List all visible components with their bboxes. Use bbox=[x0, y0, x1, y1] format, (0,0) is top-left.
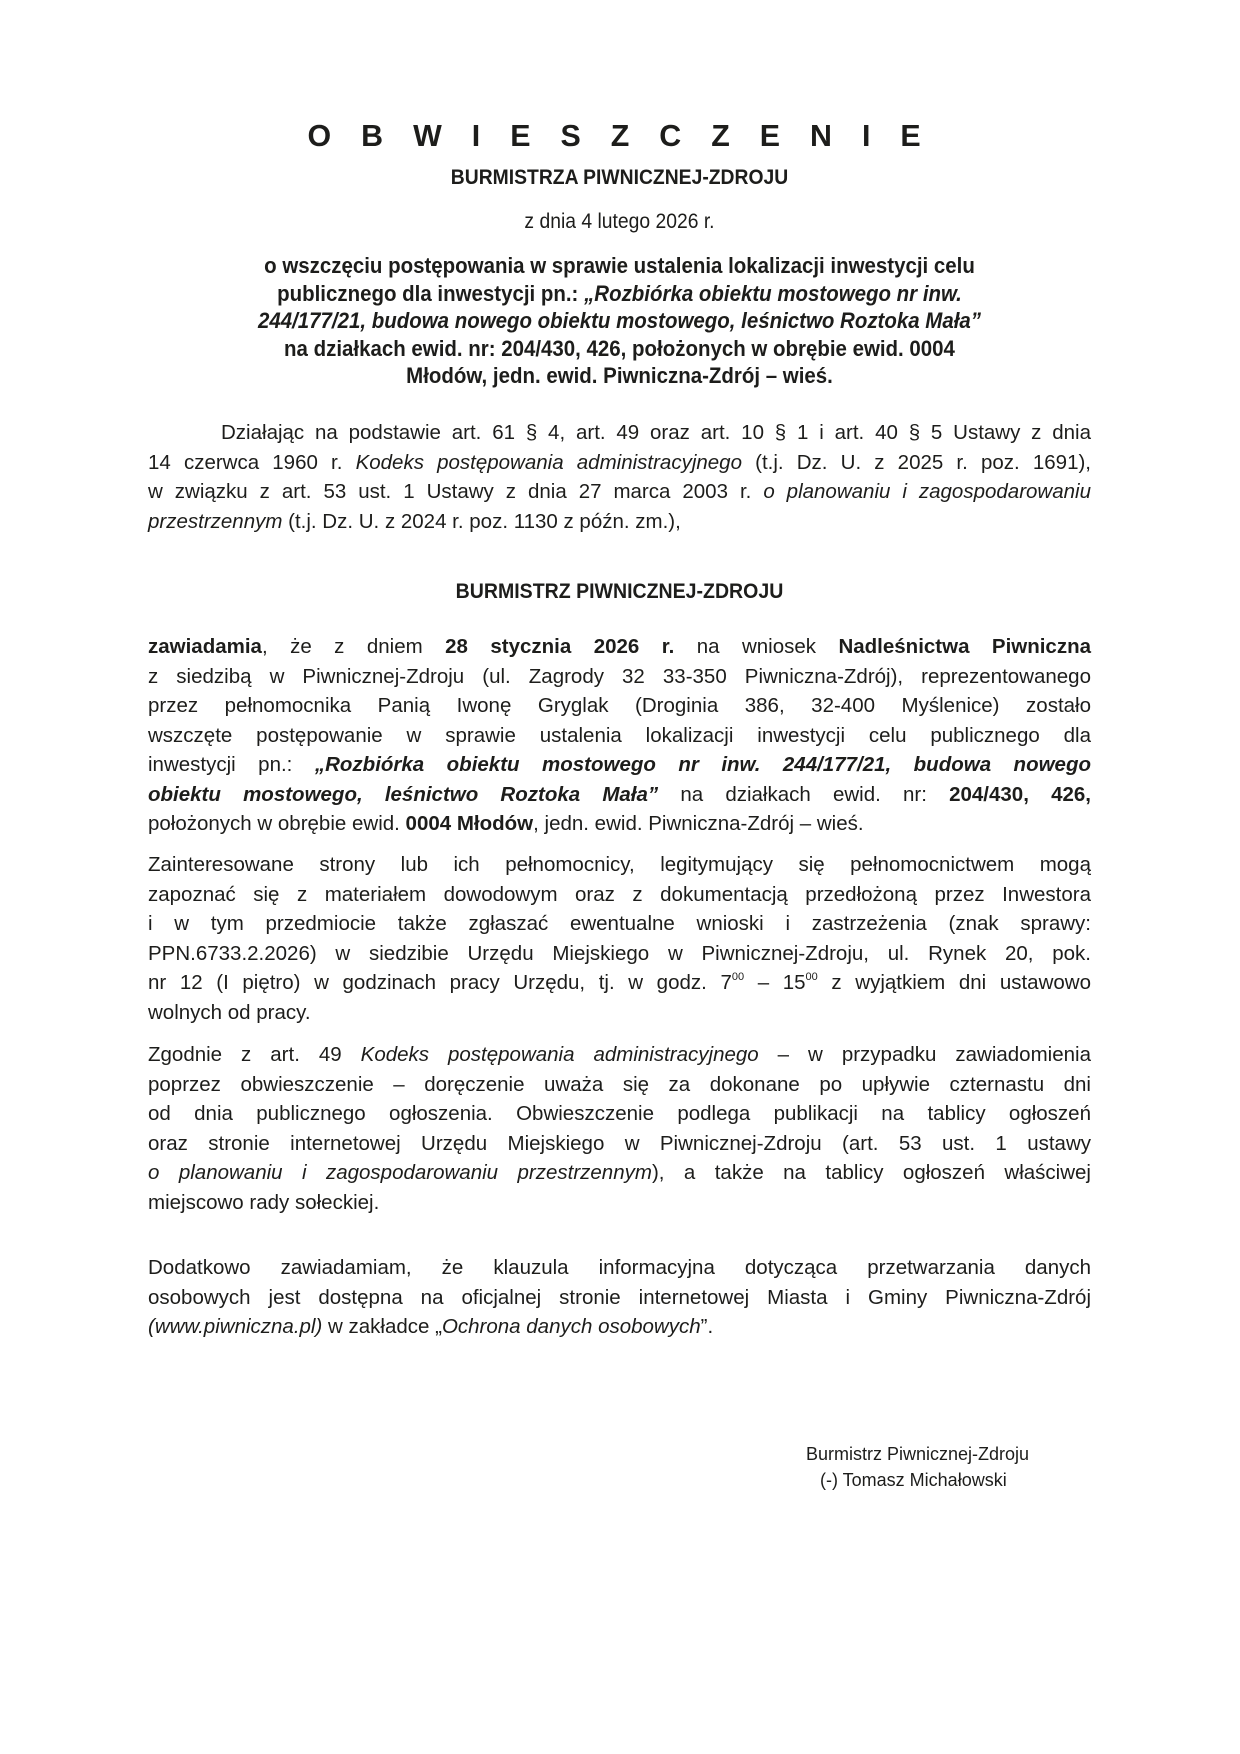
text-line: zapoznać się z materiałem dowodowym oraz z dokumentacją przedłożoną przez Inwestora bbox=[148, 882, 1091, 906]
text-line: Zainteresowane strony lub ich pełnomocnicy, legitymujący się pełnomocnictwem mogą bbox=[148, 853, 1091, 876]
subject-line: na działkach ewid. nr: 204/430, 426, położonych w obrębie ewid. 0004 bbox=[284, 335, 955, 361]
text-line: obiektu mostowego, leśnictwo Roztoka Mała” na działkach ewid. nr: 204/430, 426, bbox=[148, 782, 1091, 806]
text-line: wolnych od pracy. bbox=[148, 1000, 311, 1024]
text-line: z siedzibą w Piwnicznej-Zdroju (ul. Zagrody 32 33-350 Piwniczna-Zdrój), reprezentowanego bbox=[148, 664, 1091, 688]
text-line: Dodatkowo zawiadamiam, że klauzula informacyjna dotycząca przetwarzania danych bbox=[148, 1256, 1091, 1279]
delivery-paragraph bbox=[148, 1040, 1091, 1217]
text-line: o planowaniu i zagospodarowaniu przestrzennym), a także na tablicy ogłoszeń właściwej bbox=[148, 1161, 1091, 1184]
text-line: miejscowo rady sołeckiej. bbox=[148, 1190, 380, 1214]
website-link: (www.piwniczna.pl) bbox=[148, 1315, 323, 1338]
text-line: osobowych jest dostępna na oficjalnej stronie internetowej Miasta i Gminy Piwniczna-Zdrój bbox=[148, 1285, 1091, 1309]
document-title: O B W I E S Z C Z E N I E bbox=[307, 118, 932, 153]
subject-line: o wszczęciu postępowania w sprawie ustalenia lokalizacji inwestycji celu bbox=[264, 253, 975, 278]
text-line: przestrzennym (t.j. Dz. U. z 2024 r. poz. 1130 z późn. zm.), bbox=[148, 509, 681, 533]
subject-line: Młodów, jedn. ewid. Piwniczna-Zdrój – wieś. bbox=[406, 363, 833, 388]
text-line: od dnia publicznego ogłoszenia. Obwieszczenie podlega publikacji na tablicy ogłoszeń bbox=[148, 1102, 1091, 1125]
text-line: wszczęte postępowanie w sprawie ustalenia lokalizacji inwestycji celu publicznego dla bbox=[148, 723, 1091, 747]
text-line: zawiadamia, że z dniem 28 stycznia 2026 r. na wniosek Nadleśnictwa Piwniczna bbox=[148, 635, 1092, 658]
text-line: (www.piwniczna.pl) w zakładce „Ochrona danych osobowych”. bbox=[148, 1315, 714, 1338]
text-line: poprzez obwieszczenie – doręczenie uważa się za dokonane po upływie czternastu dni bbox=[148, 1072, 1091, 1096]
text-line: oraz stronie internetowej Urzędu Miejskiego w Piwnicznej-Zdroju (art. 53 ust. 1 ustawy bbox=[148, 1131, 1091, 1155]
text-line: 14 czerwca 1960 r. Kodeks postępowania administracyjnego (t.j. Dz. U. z 2025 r. poz. 1691), bbox=[148, 450, 1091, 474]
signature-title: Burmistrz Piwnicznej-Zdroju bbox=[806, 1444, 1030, 1464]
text-line: inwestycji pn.: „Rozbiórka obiektu mostowego nr inw. 244/177/21, budowa nowego bbox=[148, 753, 1091, 776]
section-heading: BURMISTRZ PIWNICZNEJ-ZDROJU bbox=[455, 580, 784, 603]
text-line: w związku z art. 53 ust. 1 Ustawy z dnia 27 marca 2003 r. o planowaniu i zagospodarowaniu bbox=[148, 480, 1091, 503]
text-line: PPN.6733.2.2026) w siedzibie Urzędu Miejskiego w Piwnicznej-Zdroju, ul. Rynek 20, pok. bbox=[148, 941, 1091, 965]
signature-block bbox=[806, 1441, 1086, 1493]
document-issuer: BURMISTRZA PIWNICZNEJ-ZDROJU bbox=[450, 166, 789, 189]
subject-line: 244/177/21, budowa nowego obiektu mostowego, leśnictwo Roztoka Mała” bbox=[257, 308, 982, 333]
subject-line: publicznego dla inwestycji pn.: „Rozbiórka obiektu mostowego nr inw. bbox=[277, 280, 962, 306]
text-line: Działając na podstawie art. 61 § 4, art. 49 oraz art. 10 § 1 i art. 40 § 5 Ustawy z dnia bbox=[221, 421, 1091, 444]
document-subject bbox=[181, 252, 1058, 390]
document-date: z dnia 4 lutego 2026 r. bbox=[524, 210, 715, 233]
privacy-paragraph bbox=[148, 1253, 1091, 1342]
text-line: Zgodnie z art. 49 Kodeks postępowania administracyjnego – w przypadku zawiadomienia bbox=[148, 1043, 1091, 1066]
text-line: i w tym przedmiocie także zgłaszać ewentualne wnioski i zastrzeżenia (znak sprawy: bbox=[148, 912, 1091, 935]
signature-name: (-) Tomasz Michałowski bbox=[820, 1470, 1007, 1490]
notice-paragraph bbox=[148, 632, 1091, 839]
text-line: położonych w obrębie ewid. 0004 Młodów, jedn. ewid. Piwniczna-Zdrój – wieś. bbox=[148, 812, 864, 835]
legal-basis-paragraph bbox=[148, 418, 1091, 536]
text-line: przez pełnomocnika Panią Iwonę Gryglak (Droginia 386, 32-400 Myślenice) zostało bbox=[148, 694, 1091, 717]
access-paragraph bbox=[148, 850, 1091, 1027]
text-line: nr 12 (I piętro) w godzinach pracy Urzędu, tj. w godz. $7^{00} - 15^{00}$ z wyjątkiem dni ustawowo bbox=[148, 971, 1091, 994]
